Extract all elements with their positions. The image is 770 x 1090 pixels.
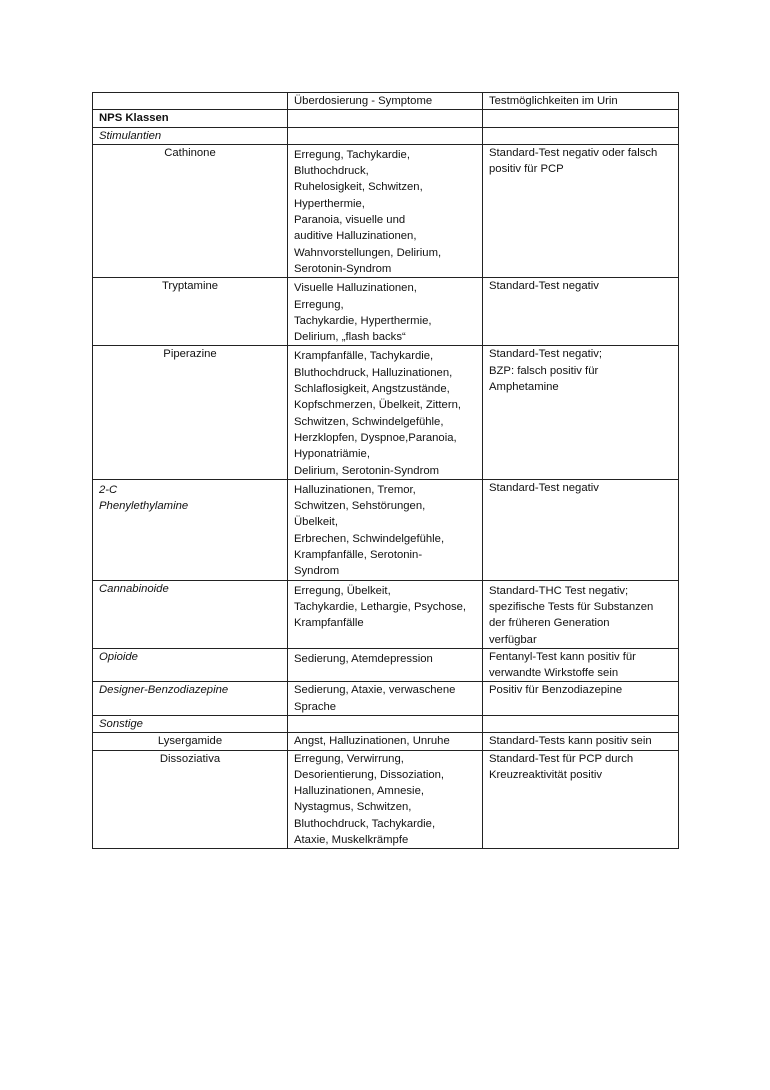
cell-line: Krampfanfälle, Serotonin- — [294, 549, 423, 562]
table-row — [93, 580, 679, 648]
class-name: Cannabinoide — [93, 580, 288, 648]
cell-line: positiv für PCP — [489, 163, 564, 176]
cell-line: Halluzinationen, Amnesie, — [294, 785, 424, 798]
table-row — [93, 479, 679, 580]
cell-line: Ataxie, Muskelkrämpfe — [294, 834, 409, 847]
group-label: Sonstige — [93, 715, 288, 732]
cell-line: Syndrom — [294, 565, 340, 578]
cell-line: Visuelle Halluzinationen, — [294, 282, 417, 295]
cell-line: Tachykardie, Lethargie, Psychose, — [294, 600, 467, 613]
cell-line: BZP: falsch positiv für — [489, 364, 599, 377]
tests-cell — [483, 682, 679, 716]
cell-line: Erbrechen, Schwindelgefühle, — [294, 532, 445, 545]
cell-line: der früheren Generation — [489, 617, 610, 630]
section-title: NPS Klassen — [93, 110, 288, 127]
cell-line: Erregung, Übelkeit, — [294, 584, 391, 597]
symptoms-cell — [288, 682, 483, 716]
cell-line: Sedierung, Atemdepression — [294, 652, 433, 665]
group-label: Stimulantien — [93, 127, 288, 144]
empty-cell — [483, 110, 679, 127]
table-row — [93, 278, 679, 346]
tests-cell — [483, 580, 679, 648]
symptoms-cell — [288, 346, 483, 479]
table-header-row — [93, 93, 679, 110]
cell-line: Serotonin-Syndrom — [294, 262, 392, 275]
cell-line: Phenylethylamine — [99, 500, 189, 513]
tests-cell — [483, 346, 679, 479]
table-row — [93, 648, 679, 682]
cell-line: Kopfschmerzen, Übelkeit, Zittern, — [294, 399, 462, 412]
cell-line: Standard-THC Test negativ; — [489, 584, 629, 597]
group-row-stimulantien — [93, 127, 679, 144]
symptoms-cell — [288, 144, 483, 277]
cell-line: Erregung, Tachykardie, — [294, 148, 410, 161]
empty-cell — [288, 110, 483, 127]
empty-cell — [483, 715, 679, 732]
table-row — [93, 682, 679, 716]
cell-line: Bluthochdruck, Tachykardie, — [294, 817, 436, 830]
symptoms-cell — [288, 479, 483, 580]
cell-line: Wahnvorstellungen, Delirium, — [294, 246, 442, 259]
cell-line: Sedierung, Ataxie, verwaschene — [294, 684, 456, 697]
cell-line: Ruhelosigkeit, Schwitzen, — [294, 181, 423, 194]
cell-line: Standard-Tests kann positiv sein — [489, 735, 652, 748]
class-name — [93, 479, 288, 580]
symptoms-cell — [288, 580, 483, 648]
cell-line: Standard-Test negativ — [489, 481, 599, 494]
symptoms-cell — [288, 648, 483, 682]
class-name: Dissoziativa — [93, 750, 288, 849]
class-name: Tryptamine — [93, 278, 288, 346]
class-name: Piperazine — [93, 346, 288, 479]
cell-line: Bluthochdruck, — [294, 165, 369, 178]
empty-cell — [288, 715, 483, 732]
cell-line: Desorientierung, Dissoziation, — [294, 768, 445, 781]
cell-line: Paranoia, visuelle und — [294, 214, 406, 227]
cell-line: Standard-Test negativ oder falsch — [489, 146, 658, 159]
cell-line: Standard-Test negativ; — [489, 348, 603, 361]
cell-line: Sprache — [294, 700, 337, 713]
tests-cell — [483, 648, 679, 682]
class-name: Opioide — [93, 648, 288, 682]
table-row — [93, 750, 679, 849]
cell-line: Tachykardie, Hyperthermie, — [294, 314, 432, 327]
tests-cell — [483, 750, 679, 849]
cell-line: Übelkeit, — [294, 516, 338, 529]
tests-cell — [483, 479, 679, 580]
cell-line: Erregung, Verwirrung, — [294, 752, 404, 765]
cell-line: Standard-Test für PCP durch — [489, 752, 634, 765]
cell-line: Schwitzen, Schwindelgefühle, — [294, 415, 444, 428]
cell-line: Erregung, — [294, 298, 344, 311]
tests-cell — [483, 733, 679, 750]
cell-line: Delirium, „flash backs“ — [294, 331, 406, 344]
symptoms-cell — [288, 733, 483, 750]
cell-line: 2-C — [99, 483, 118, 496]
tests-cell — [483, 144, 679, 277]
header-symptoms: Überdosierung - Symptome — [288, 93, 483, 110]
class-name: Designer-Benzodiazepine — [93, 682, 288, 716]
table-row — [93, 733, 679, 750]
cell-line: Bluthochdruck, Halluzinationen, — [294, 366, 453, 379]
cell-line: verwandte Wirkstoffe sein — [489, 667, 619, 680]
cell-line: Kreuzreaktivität positiv — [489, 768, 603, 781]
symptoms-cell — [288, 750, 483, 849]
cell-line: auditive Halluzinationen, — [294, 230, 417, 243]
cell-line: Halluzinationen, Tremor, — [294, 483, 416, 496]
cell-line: Schwitzen, Sehstörungen, — [294, 500, 426, 513]
cell-line: Positiv für Benzodiazepine — [489, 684, 623, 697]
symptoms-cell — [288, 278, 483, 346]
empty-cell — [483, 127, 679, 144]
class-name: Cathinone — [93, 144, 288, 277]
tests-cell — [483, 278, 679, 346]
class-name: Lysergamide — [93, 733, 288, 750]
empty-cell — [288, 127, 483, 144]
section-title-row — [93, 110, 679, 127]
table-row — [93, 144, 679, 277]
cell-line: Schlaflosigkeit, Angstzustände, — [294, 383, 450, 396]
cell-line: Herzklopfen, Dyspnoe,Paranoia, — [294, 431, 457, 444]
cell-line: Fentanyl-Test kann positiv für — [489, 650, 636, 663]
cell-line: Amphetamine — [489, 381, 559, 394]
cell-line: verfügbar — [489, 633, 537, 646]
header-col1 — [93, 93, 288, 110]
cell-line: Krampfanfälle — [294, 617, 364, 630]
header-tests: Testmöglichkeiten im Urin — [483, 93, 679, 110]
group-row-sonstige — [93, 715, 679, 732]
cell-line: spezifische Tests für Substanzen — [489, 600, 654, 613]
cell-line: Krampfanfälle, Tachykardie, — [294, 350, 434, 363]
cell-line: Standard-Test negativ — [489, 280, 599, 293]
cell-line: Delirium, Serotonin-Syndrom — [294, 464, 440, 477]
cell-line: Angst, Halluzinationen, Unruhe — [294, 735, 450, 748]
cell-line: Hyperthermie, — [294, 197, 365, 210]
cell-line: Hyponatriämie, — [294, 448, 370, 461]
cell-line: Nystagmus, Schwitzen, — [294, 801, 412, 814]
nps-table — [92, 92, 679, 849]
table-row — [93, 346, 679, 479]
